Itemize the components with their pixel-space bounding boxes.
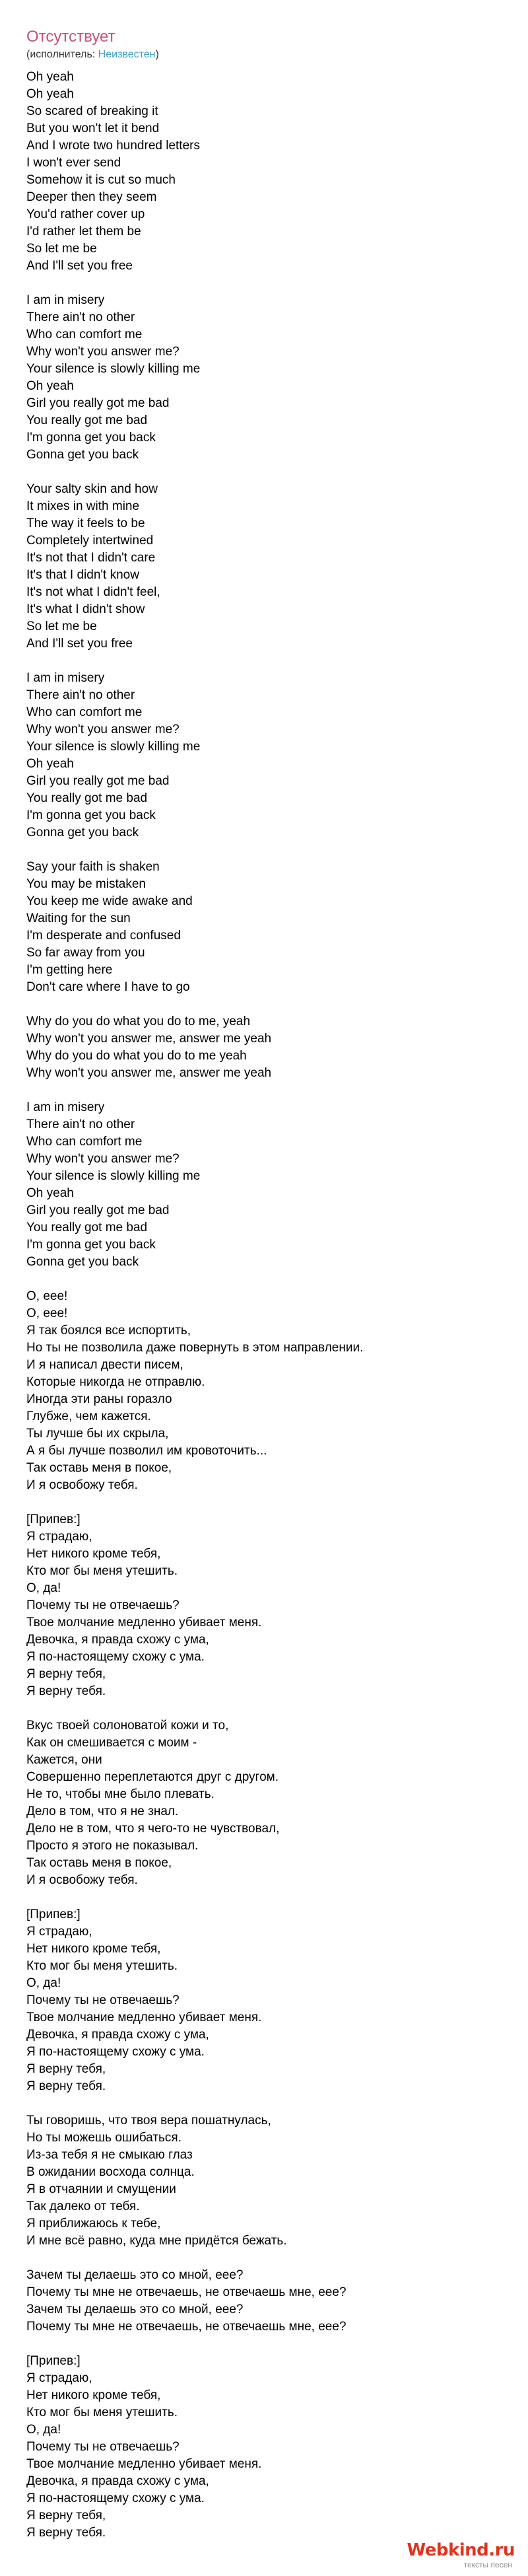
lyric-line: It's that I didn't know xyxy=(26,568,139,582)
footer xyxy=(0,2530,528,2576)
lyric-line: And I wrote two hundred letters xyxy=(26,139,200,153)
stanza-gap xyxy=(26,2336,502,2353)
lyric-line: I am in misery xyxy=(26,293,105,307)
lyric-line: О, да! xyxy=(26,1976,61,1990)
lyric-line: Я страдаю, xyxy=(26,1925,92,1939)
lyric-line: Иногда эти раны горазло xyxy=(26,1392,172,1406)
artist-suffix: ) xyxy=(155,49,159,60)
lyric-line: I'm gonna get you back xyxy=(26,431,156,445)
lyric-line: [Припев:] xyxy=(26,2354,81,2368)
lyric-line: О, еее! xyxy=(26,1289,68,1303)
lyric-line: Так оставь меня в покое, xyxy=(26,1856,172,1870)
lyric-line: So scared of breaking it xyxy=(26,104,158,118)
lyric-line: Don't care where I have to go xyxy=(26,980,190,994)
lyric-line: I'd rather let them be xyxy=(26,225,141,238)
lyric-line: Почему ты не отвечаешь? xyxy=(26,2440,180,2454)
lyric-line: Дело в том, что я не знал. xyxy=(26,1805,179,1818)
lyric-line: Я страдаю, xyxy=(26,2371,92,2385)
lyric-line: It's not what I didn't feel, xyxy=(26,585,160,599)
stanza-gap xyxy=(26,2250,502,2267)
lyric-line: Я страдаю, xyxy=(26,1530,92,1544)
lyric-line: [Припев:] xyxy=(26,1513,81,1526)
lyric-line: It's what I didn't show xyxy=(26,602,145,616)
lyric-line: Я верну тебя, xyxy=(26,1667,106,1681)
lyric-line: Которые никогда не отправлю. xyxy=(26,1375,205,1389)
lyric-line: Я верну тебя. xyxy=(26,2526,106,2540)
lyric-line: Кто мог бы меня утешить. xyxy=(26,2406,178,2419)
lyric-line: Why won't you answer me, answer me yeah xyxy=(26,1066,272,1080)
stanza-gap xyxy=(26,996,502,1013)
lyric-line: Ты лучше бы их скрыла, xyxy=(26,1427,169,1441)
lyric-line: Нет никого кроме тебя, xyxy=(26,2388,161,2402)
lyric-line: Глубже, чем кажется. xyxy=(26,1410,151,1423)
lyric-line: Как он смешивается с моим - xyxy=(26,1736,197,1750)
lyric-line: Кто мог бы меня утешить. xyxy=(26,1959,178,1973)
lyric-line: Кажется, они xyxy=(26,1753,102,1767)
lyric-line: You really got me bad xyxy=(26,791,148,805)
lyric-line: You'd rather cover up xyxy=(26,207,145,221)
lyric-line: Совершенно переплетаются друг с другом. xyxy=(26,1770,279,1784)
lyric-line: Но ты не позволила даже повернуть в этом направлении. xyxy=(26,1341,364,1355)
lyric-line: А я бы лучше позволил им кровоточить... xyxy=(26,1444,267,1458)
lyrics-text xyxy=(26,69,502,2542)
lyric-line: It mixes in with mine xyxy=(26,499,140,513)
lyric-line: Так оставь меня в покое, xyxy=(26,1461,172,1475)
lyric-line: Из-за тебя я не смыкаю глаз xyxy=(26,2148,193,2162)
lyric-line: Why won't you answer me? xyxy=(26,345,180,359)
artist-prefix: (исполнитель: xyxy=(26,49,98,60)
lyric-line: Why won't you answer me, answer me yeah xyxy=(26,1032,272,1046)
lyric-line: Кто мог бы меня утешить. xyxy=(26,1564,178,1578)
lyric-line: Зачем ты делаешь это со мной, еее? xyxy=(26,2303,244,2316)
lyric-line: Девочка, я правда схожу с ума, xyxy=(26,1633,209,1647)
lyric-line: Who can comfort me xyxy=(26,705,143,719)
lyric-line: Who can comfort me xyxy=(26,328,143,341)
lyric-line: I am in misery xyxy=(26,1100,105,1114)
lyric-line: Gonna get you back xyxy=(26,448,139,462)
artist-link[interactable]: Неизвестен xyxy=(98,49,156,60)
lyric-line: Your silence is slowly killing me xyxy=(26,1169,201,1183)
lyric-line: Girl you really got me bad xyxy=(26,774,170,788)
lyric-line: О, да! xyxy=(26,2423,61,2437)
lyric-line: I am in misery xyxy=(26,671,105,685)
lyric-line: Вкус твоей солоноватой кожи и то, xyxy=(26,1719,229,1733)
lyric-line: So let me be xyxy=(26,242,97,256)
lyric-line: I'm gonna get you back xyxy=(26,1238,156,1252)
lyric-line: Girl you really got me bad xyxy=(26,1203,170,1217)
lyric-line: Completely intertwined xyxy=(26,534,154,548)
lyric-line: You really got me bad xyxy=(26,1221,148,1234)
lyric-line: О, да! xyxy=(26,1581,61,1595)
lyric-line: Я по-настоящему схожу с ума. xyxy=(26,2491,205,2505)
lyric-line: Why won't you answer me? xyxy=(26,723,180,736)
lyric-line: Я верну тебя. xyxy=(26,2079,106,2093)
stanza-gap xyxy=(26,1700,502,1717)
lyric-line: Нет никого кроме тебя, xyxy=(26,1547,161,1561)
stanza-gap xyxy=(26,841,502,859)
artist-line xyxy=(26,48,159,62)
lyric-line: Girl you really got me bad xyxy=(26,396,170,410)
stanza-gap xyxy=(26,275,502,292)
stanza-gap xyxy=(26,464,502,481)
lyric-line: It's not that I didn't care xyxy=(26,551,156,565)
lyric-line: Я по-настоящему схожу с ума. xyxy=(26,1650,205,1664)
lyric-line: Дело не в том, что я чего-то не чувствовал, xyxy=(26,1822,280,1836)
lyric-line: Почему ты не отвечаешь? xyxy=(26,1993,180,2007)
lyric-line: You may be mistaken xyxy=(26,877,146,891)
lyric-line: Somehow it is cut so much xyxy=(26,173,176,187)
lyric-line: I'm gonna get you back xyxy=(26,808,156,822)
lyric-line: Я верну тебя, xyxy=(26,2062,106,2076)
lyric-line: [Припев:] xyxy=(26,1908,81,1921)
stanza-gap xyxy=(26,1082,502,1099)
lyric-line: Я верну тебя. xyxy=(26,1684,106,1698)
lyric-line: You keep me wide awake and xyxy=(26,894,193,908)
lyric-line: Ты говоришь, что твоя вера пошатнулась, xyxy=(26,2114,271,2128)
lyric-line: Oh yeah xyxy=(26,757,74,771)
lyric-line: Why won't you answer me? xyxy=(26,1152,180,1166)
lyric-line: Say your faith is shaken xyxy=(26,860,160,874)
lyric-line: Your salty skin and how xyxy=(26,482,158,496)
lyric-line: The way it feels to be xyxy=(26,517,145,530)
lyric-line: Просто я этого не показывал. xyxy=(26,1839,199,1853)
lyric-line: There ain't no other xyxy=(26,688,135,702)
stanza-gap xyxy=(26,1271,502,1288)
lyric-line: Девочка, я правда схожу с ума, xyxy=(26,2028,209,2042)
lyric-line: Я по-настоящему схожу с ума. xyxy=(26,2045,205,2059)
lyric-line: Gonna get you back xyxy=(26,1255,139,1269)
lyric-line: I'm desperate and confused xyxy=(26,929,181,943)
lyric-line: Почему ты не отвечаешь? xyxy=(26,1598,180,1612)
lyric-line: Your silence is slowly killing me xyxy=(26,740,201,754)
lyric-line: Твое молчание медленно убивает меня. xyxy=(26,2011,262,2024)
lyric-line: Why do you do what you do to me yeah xyxy=(26,1049,247,1063)
lyric-line: Но ты можешь ошибаться. xyxy=(26,2131,182,2145)
lyric-line: Я в отчаянии и смущении xyxy=(26,2182,176,2196)
lyric-line: Не то, чтобы мне было плевать. xyxy=(26,1787,214,1801)
lyric-line: Deeper then they seem xyxy=(26,190,157,204)
lyric-line: Я верну тебя, xyxy=(26,2509,106,2522)
lyric-line: And I'll set you free xyxy=(26,259,133,273)
song-title: Отсутствует xyxy=(26,28,116,46)
lyric-line: Я так боялся все испортить, xyxy=(26,1324,191,1338)
lyric-line: Девочка, я правда схожу с ума, xyxy=(26,2474,209,2488)
lyric-line: Who can comfort me xyxy=(26,1135,143,1149)
lyric-line: There ain't no other xyxy=(26,310,135,324)
lyric-line: И я освобожу тебя. xyxy=(26,1873,138,1887)
lyric-line: Why do you do what you do to me, yeah xyxy=(26,1015,251,1028)
lyric-line: Waiting for the sun xyxy=(26,912,131,925)
lyric-line: Так далеко от тебя. xyxy=(26,2200,140,2213)
lyric-line: Oh yeah xyxy=(26,1186,74,1200)
stanza-gap xyxy=(26,1889,502,1906)
lyric-line: Почему ты мне не отвечаешь, не отвечаешь мне, еее? xyxy=(26,2320,346,2334)
lyric-line: So far away from you xyxy=(26,946,145,960)
lyric-line: Oh yeah xyxy=(26,87,74,101)
lyric-line: Я приближаюсь к тебе, xyxy=(26,2217,161,2231)
lyric-line: I won't ever send xyxy=(26,156,121,170)
lyric-line: Твое молчание медленно убивает меня. xyxy=(26,2457,262,2471)
lyric-line: There ain't no other xyxy=(26,1118,135,1131)
logo-text: Webkind.ru xyxy=(407,2540,515,2560)
logo-subtext: тексты песен xyxy=(463,2560,512,2569)
lyric-line: You really got me bad xyxy=(26,413,148,427)
site-logo[interactable] xyxy=(407,2540,515,2569)
lyric-line: О, еее! xyxy=(26,1306,68,1320)
lyric-line: В ожидании восхода солнца. xyxy=(26,2165,195,2179)
stanza-gap xyxy=(26,1494,502,1511)
lyric-line: Нет никого кроме тебя, xyxy=(26,1942,161,1956)
lyric-line: И я написал двести писем, xyxy=(26,1358,183,1372)
lyric-line: But you won't let it bend xyxy=(26,122,160,135)
lyric-line: Your silence is slowly killing me xyxy=(26,362,201,376)
lyric-line: И я освобожу тебя. xyxy=(26,1478,138,1492)
lyric-line: I'm getting here xyxy=(26,963,113,977)
lyric-line: So let me be xyxy=(26,620,97,633)
lyric-line: Почему ты мне не отвечаешь, не отвечаешь мне, еее? xyxy=(26,2285,346,2299)
lyric-line: Oh yeah xyxy=(26,70,74,84)
lyric-line: And I'll set you free xyxy=(26,637,133,651)
lyric-line: Твое молчание медленно убивает меня. xyxy=(26,1616,262,1629)
lyric-line: Oh yeah xyxy=(26,379,74,393)
stanza-gap xyxy=(26,653,502,670)
lyric-line: Зачем ты делаешь это со мной, еее? xyxy=(26,2268,244,2282)
stanza-gap xyxy=(26,2095,502,2112)
lyric-line: Gonna get you back xyxy=(26,826,139,840)
lyric-line: И мне всё равно, куда мне придётся бежать. xyxy=(26,2234,287,2248)
